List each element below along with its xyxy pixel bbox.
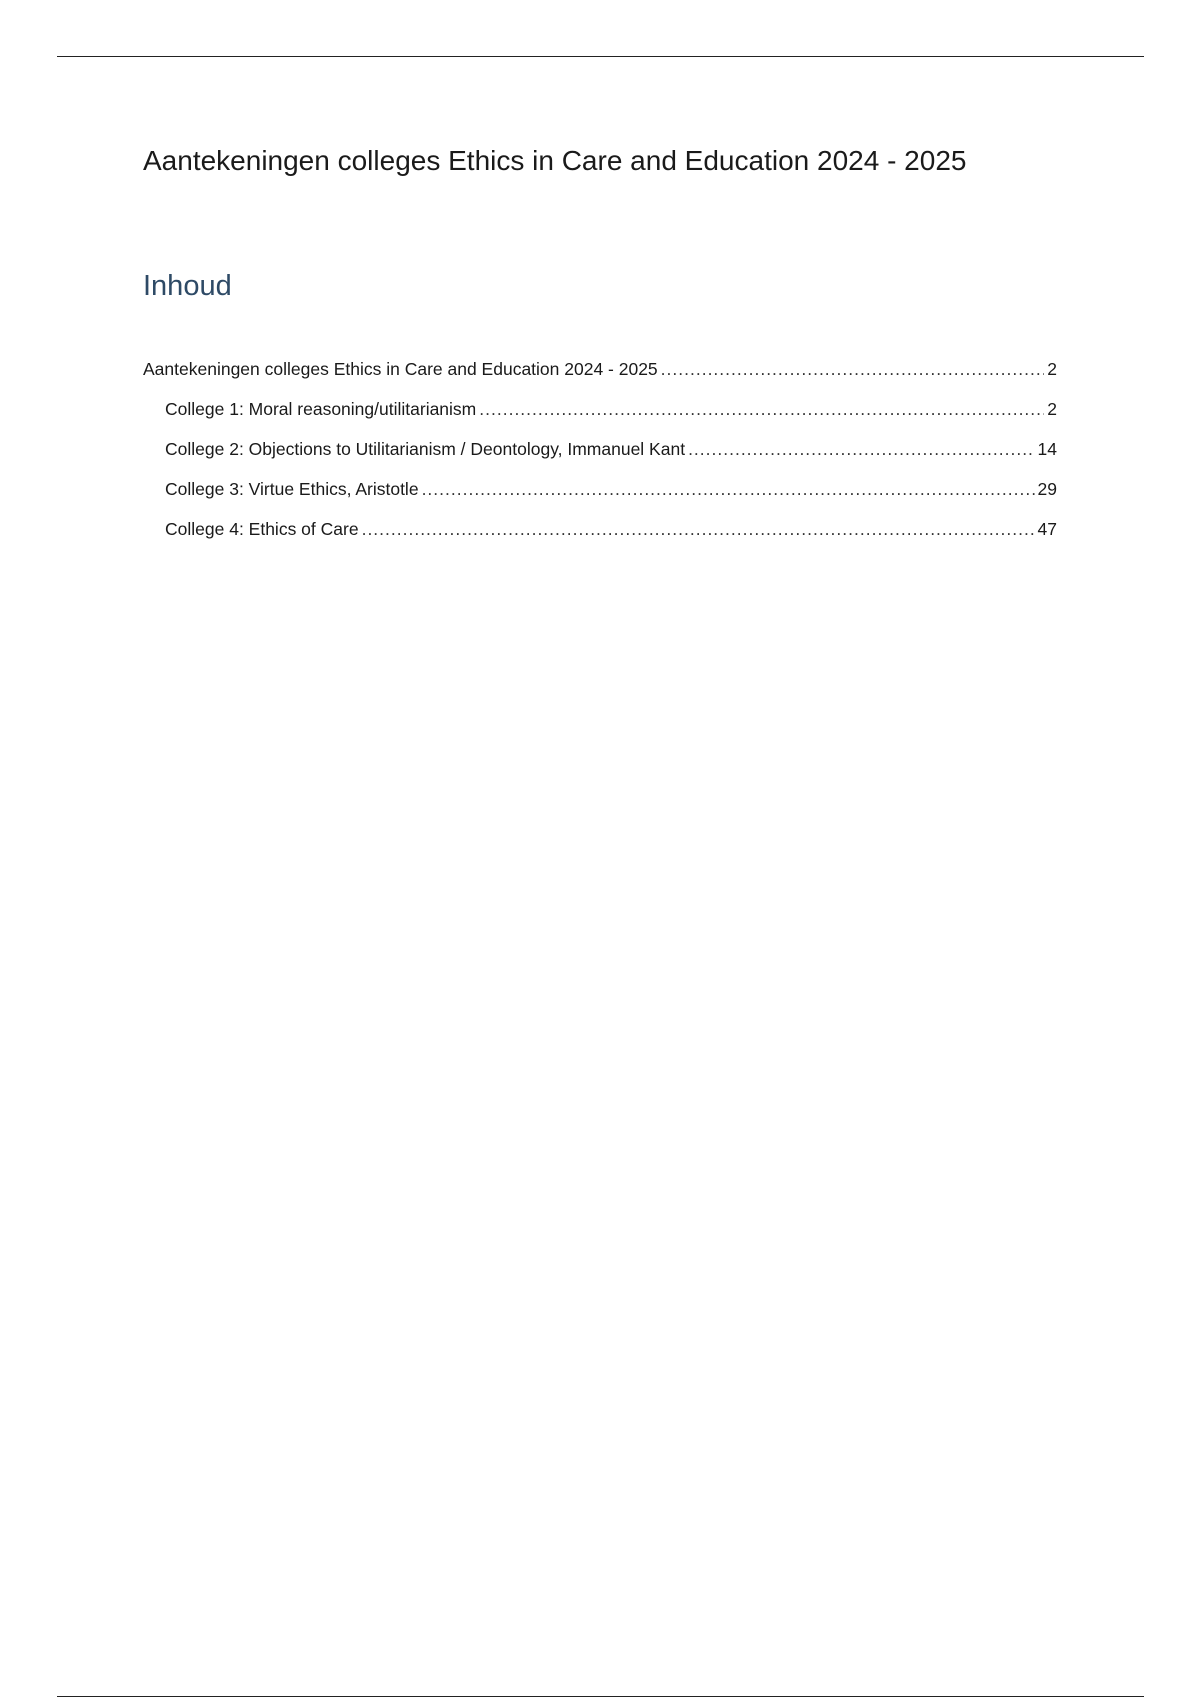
toc-entry-label: Aantekeningen colleges Ethics in Care and Education 2024 - 2025 <box>143 359 658 379</box>
toc-entry-page: 14 <box>1037 439 1057 459</box>
toc-entry[interactable] <box>143 472 1057 512</box>
toc-entry-label: College 4: Ethics of Care <box>165 519 359 539</box>
document-title: Aantekeningen colleges Ethics in Care and Education 2024 - 2025 <box>143 145 967 176</box>
table-of-contents <box>143 352 1057 552</box>
toc-dot-leader <box>661 352 1045 386</box>
header-rule <box>57 56 1144 57</box>
toc-entry[interactable] <box>143 432 1057 472</box>
toc-entry-page: 2 <box>1047 399 1057 419</box>
toc-dot-leader <box>362 512 1035 546</box>
toc-entry[interactable] <box>143 512 1057 552</box>
toc-entry-page: 29 <box>1037 479 1057 499</box>
toc-dot-leader <box>688 432 1034 466</box>
toc-entry[interactable] <box>143 352 1057 392</box>
toc-dot-leader <box>422 472 1035 506</box>
toc-entry-label: College 2: Objections to Utilitarianism / Deontology, Immanuel Kant <box>165 439 686 459</box>
toc-dot-leader <box>479 392 1044 426</box>
toc-entry-label: College 3: Virtue Ethics, Aristotle <box>165 479 419 499</box>
toc-entry-page: 47 <box>1037 519 1057 539</box>
toc-entry-label: College 1: Moral reasoning/utilitarianism <box>165 399 477 419</box>
toc-entry[interactable] <box>143 392 1057 432</box>
footer-rule <box>57 1696 1144 1697</box>
toc-heading: Inhoud <box>143 270 232 302</box>
toc-entry-page: 2 <box>1047 359 1057 379</box>
